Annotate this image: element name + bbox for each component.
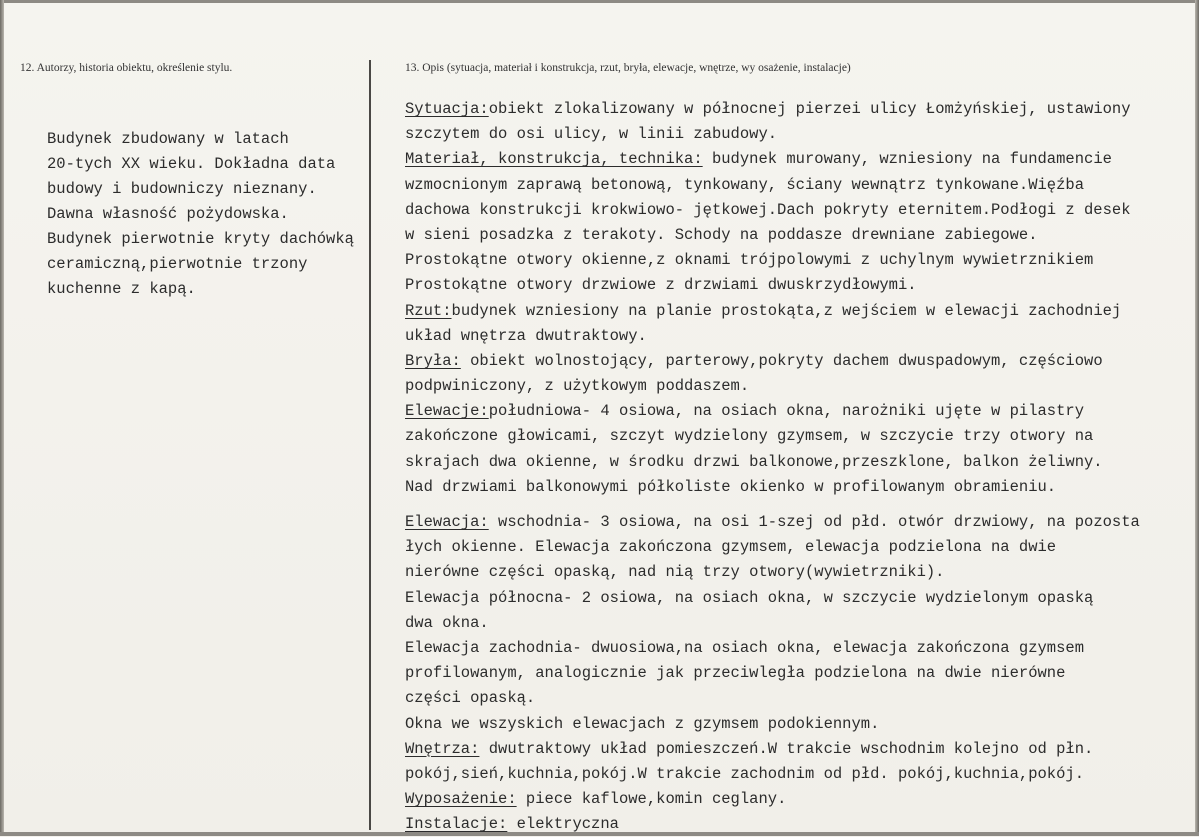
description-line: wzmocnionym zaprawą betonową, tynkowany, ściany wewnątrz tynkowane.Więźba [405,175,1085,194]
card-edge-top [0,0,1199,3]
description-line: skrajach dwa okienne, w środku drzwi balkonowe,przeszklone, balkon żeliwny. [405,452,1103,471]
history-line: Dawna własność pożydowska. [47,205,289,223]
label-bryla: Bryła: [405,351,461,370]
description-line: dwa okna. [405,613,489,632]
description-line [405,787,1140,812]
label-wnetrza: Wnętrza: [405,739,480,758]
label-instalacje: Instalacje: [405,815,508,834]
description-line [405,299,1140,324]
description-line: pokój,sień,kuchnia,pokój.W trakcie zachodnim od płd. pokój,kuchnia,pokój. [405,764,1085,783]
label-elewacja: Elewacja: [405,513,489,531]
description-line [405,349,1140,374]
description-line [405,399,1140,424]
description-line: zakończone głowicami, szczyt wydzielony gzymsem, w szczycie trzy otwory na [405,427,1094,446]
description-line: Okna we wszyskich elewacjach z gzymsem podokiennym. [405,714,880,733]
description-line: profilowanym, analogicznie jak przeciwległa podzielona na dwie nierówne [405,664,1066,683]
description-line-text: piece kaflowe,komin ceglany. [516,790,787,809]
card-edge-right [1195,0,1199,836]
label-wyposazenie: Wyposażenie: [405,790,517,809]
description-text [405,97,1140,837]
paragraph-gap [405,500,1140,510]
description-line [405,97,1140,122]
column-divider [369,60,371,830]
section-13-header: 13. Opis (sytuacja, materiał i konstrukcja, rzut, bryła, elewacje, wnętrze, wy osażenie, instalacje) [405,62,851,74]
description-line: Prostokątne otwory drzwiowe z drzwiami dwuskrzydłowymi. [405,276,917,295]
history-line: kuchenne z kapą. [47,280,196,298]
label-material: Materiał, konstrukcja, technika: [405,150,703,169]
description-line: układ wnętrza dwutraktowy. [405,326,647,345]
description-line [405,147,1140,172]
description-line [405,510,1140,535]
history-text [47,127,354,302]
description-line-text: elektryczna [507,815,619,834]
history-line: 20-tych XX wieku. Dokładna data [47,155,336,173]
description-line-text: południowa- 4 osiowa, na osiach okna, narożniki ujęte w pilastry [488,402,1085,421]
description-line: szczytem do osi ulicy, w linii zabudowy. [405,125,778,144]
description-line: Elewacja zachodnia- dwuosiowa,na osiach okna, elewacja zakończona gzymsem [405,638,1085,657]
description-line-text: budynek murowany, wzniesiony na fundamencie [702,150,1112,169]
description-line: Elewacja północna- 2 osiowa, na osiach okna, w szczycie wydzielonym opaską [405,588,1094,607]
description-line: części opaską. [405,689,536,708]
history-line: ceramiczną,pierwotnie trzony [47,255,308,273]
description-line-text: wschodnia- 3 osiowa, na osi 1-szej od płd. otwór drzwiowy, na pozosta [488,513,1140,531]
label-elewacje: Elewacje: [405,402,489,421]
description-line-text: obiekt zlokalizowany w północnej pierzei ulicy Łomżyńskiej, ustawiony [488,100,1131,118]
history-line: Budynek zbudowany w latach [47,130,289,148]
description-line-text: obiekt wolnostojący, parterowy,pokryty dachem dwuspadowym, częściowo [460,351,1103,370]
description-line-text: budynek wzniesiony na planie prostokąta,z wejściem w elewacji zachodniej [451,301,1122,320]
description-line: w sieni posadzka z terakoty. Schody na poddasze drewniane zabiegowe. [405,225,1038,244]
description-line: łych okienne. Elewacja zakończona gzymsem, elewacja podzielona na dwie [405,538,1057,557]
label-rzut: Rzut: [405,301,452,320]
description-line: Nad drzwiami balkonowymi półkoliste okienko w profilowanym obramieniu. [405,477,1057,496]
description-line: podpwiniczony, z użytkowym poddaszem. [405,377,750,396]
history-line: Budynek pierwotnie kryty dachówką [47,230,354,248]
description-line-text: dwutraktowy układ pomieszczeń.W trakcie wschodnim kolejno od płn. [479,739,1094,758]
description-line: nierówne części opaską, nad nią trzy otwory(wywietrzniki). [405,563,945,582]
description-line [405,737,1140,762]
description-line [405,812,1140,837]
description-line: dachowa konstrukcji krokwiowo- jętkowej.Dach pokryty eternitem.Podłogi z desek [405,200,1131,219]
section-12-header: 12. Autorzy, historia obiektu, określenie stylu. [20,62,233,74]
card-edge-left [0,0,4,836]
label-sytuacja: Sytuacja: [405,100,489,118]
history-line: budowy i budowniczy nieznany. [47,180,317,198]
description-line: Prostokątne otwory okienne,z oknami trójpolowymi z uchylnym wywietrznikiem [405,251,1094,270]
